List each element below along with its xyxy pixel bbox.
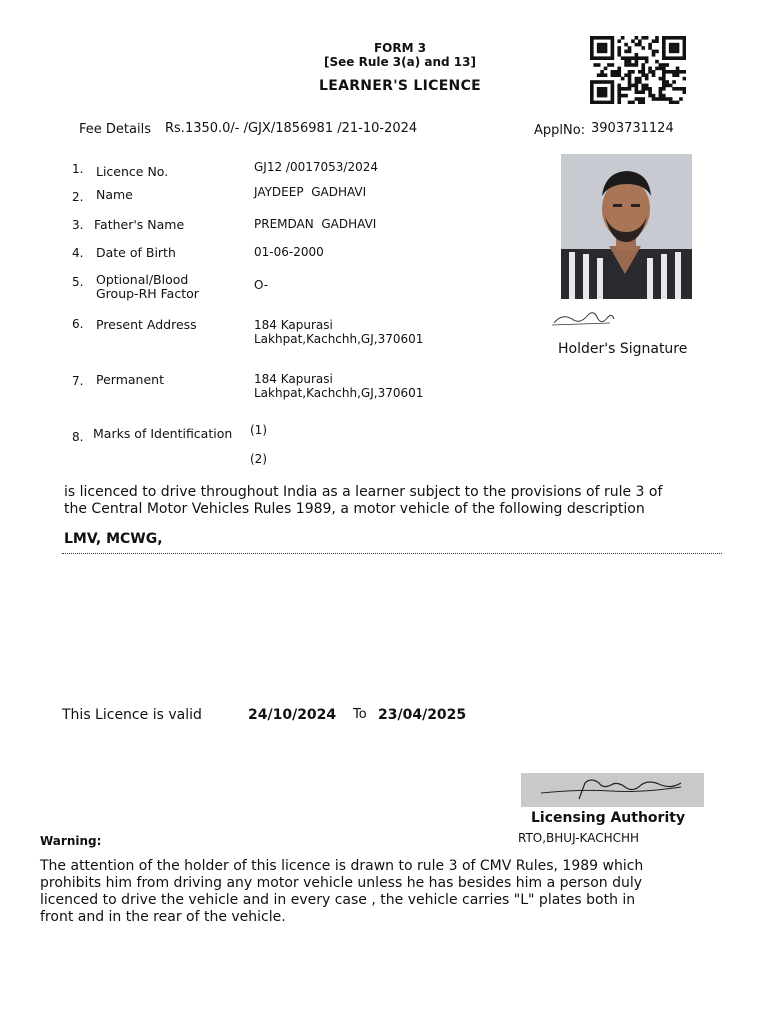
present-address-line2: Lakhpat,Kachchh,GJ,370601 xyxy=(254,332,424,346)
name-label: Name xyxy=(96,187,133,202)
blood-group-label-1: Optional/Blood xyxy=(96,272,189,287)
field-number: 8. xyxy=(72,430,84,444)
dotted-divider xyxy=(62,553,722,554)
mark-2: (2) xyxy=(250,452,267,466)
field-number: 3. xyxy=(72,218,84,232)
authority-signature-mark xyxy=(521,773,704,807)
present-address-line1: 184 Kapurasi xyxy=(254,318,333,332)
holder-photo xyxy=(561,154,692,299)
qr-code-icon xyxy=(590,36,686,104)
blood-group-value: O- xyxy=(254,278,269,292)
blood-group-label-2: Group-RH Factor xyxy=(96,286,199,301)
licensing-authority-office: RTO,BHUJ-KACHCHH xyxy=(518,831,640,845)
field-number: 2. xyxy=(72,190,84,204)
valid-from-date: 24/10/2024 xyxy=(248,707,337,723)
validity-to-label: To xyxy=(353,707,367,722)
dob-value: 01-06-2000 xyxy=(254,245,324,259)
warning-line-1: The attention of the holder of this licence is drawn to rule 3 of CMV Rules, 1989 which xyxy=(40,858,644,874)
mark-1: (1) xyxy=(250,423,267,437)
warning-line-4: front and in the rear of the vehicle. xyxy=(40,909,286,925)
validity-label: This Licence is valid xyxy=(62,707,202,723)
form-number: FORM 3 xyxy=(373,41,427,55)
warning-label: Warning: xyxy=(40,834,102,848)
field-number: 4. xyxy=(72,246,84,260)
vehicle-classes: LMV, MCWG, xyxy=(64,531,163,547)
licence-no-value: GJ12 /0017053/2024 xyxy=(254,160,378,174)
document-title: LEARNER'S LICENCE xyxy=(318,78,482,94)
field-number: 7. xyxy=(72,374,84,388)
present-address-label: Present Address xyxy=(96,317,197,332)
holder-signature-label: Holder's Signature xyxy=(558,341,688,357)
valid-to-date: 23/04/2025 xyxy=(378,707,467,723)
field-number: 1. xyxy=(72,162,84,176)
permanent-address-label: Permanent xyxy=(96,372,164,387)
fathers-name-value: PREMDAN GADHAVI xyxy=(254,217,377,231)
appl-no-label: ApplNo: xyxy=(534,123,586,138)
field-number: 6. xyxy=(72,317,84,331)
warning-line-2: prohibits him from driving any motor vehicle unless he has besides him a person duly xyxy=(40,875,643,891)
fee-details-value: Rs.1350.0/- /GJX/1856981 /21-10-2024 xyxy=(165,121,418,136)
fathers-name-label: Father's Name xyxy=(94,217,185,232)
fee-details-label: Fee Details xyxy=(79,122,151,137)
licensing-authority-title: Licensing Authority xyxy=(531,810,686,826)
field-number: 5. xyxy=(72,275,84,289)
dob-label: Date of Birth xyxy=(96,245,176,260)
statement-line-2: the Central Motor Vehicles Rules 1989, a motor vehicle of the following description xyxy=(64,501,645,517)
name-value: JAYDEEP GADHAVI xyxy=(254,185,367,199)
appl-no-value: 3903731124 xyxy=(591,121,674,136)
licence-no-label: Licence No. xyxy=(96,164,169,179)
permanent-address-line2: Lakhpat,Kachchh,GJ,370601 xyxy=(254,386,424,400)
holder-signature-mark xyxy=(550,305,720,333)
statement-line-1: is licenced to drive throughout India as a learner subject to the provisions of rule 3 of xyxy=(64,484,663,500)
marks-of-identification-label: Marks of Identification xyxy=(93,426,233,441)
form-rule: [See Rule 3(a) and 13] xyxy=(324,55,476,69)
permanent-address-line1: 184 Kapurasi xyxy=(254,372,333,386)
warning-line-3: licenced to drive the vehicle and in every case , the vehicle carries "L" plates both in xyxy=(40,892,636,908)
